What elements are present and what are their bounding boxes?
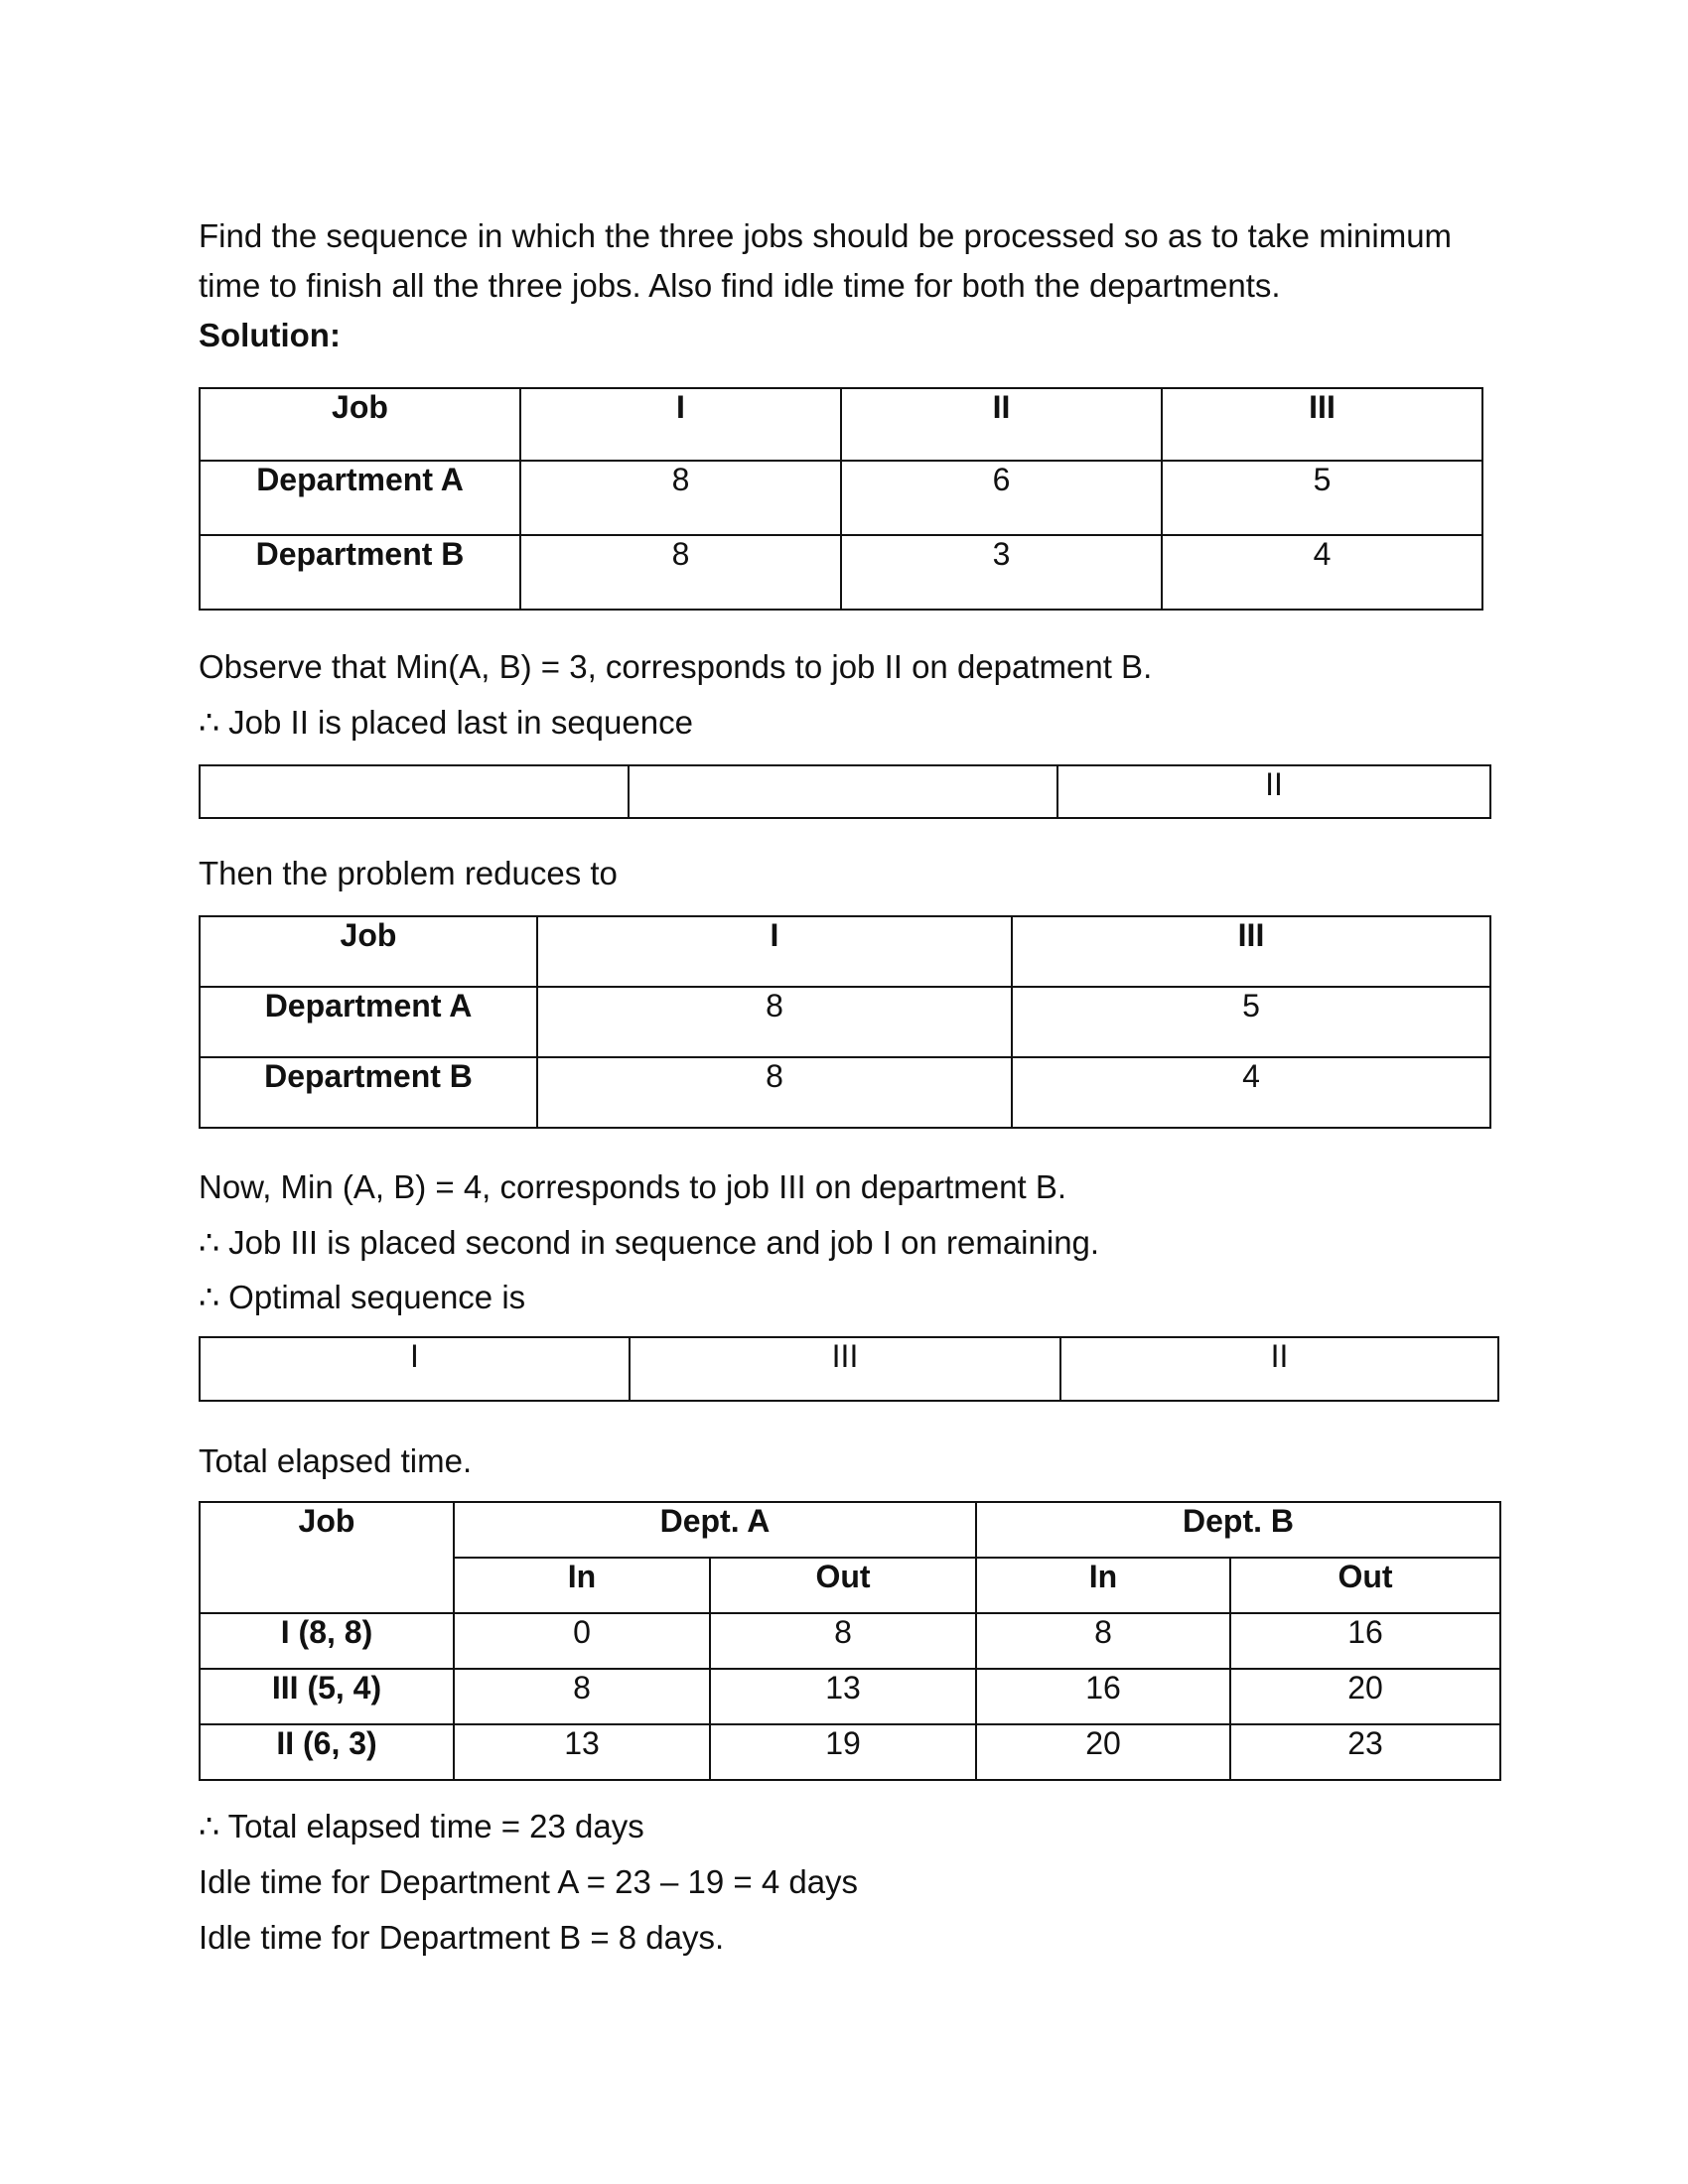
sequence-slot: I [200,1337,630,1401]
out-header: Out [710,1558,976,1613]
table-cell: 13 [454,1724,710,1780]
table-cell: 16 [976,1669,1230,1724]
reduced-time-table [199,915,1491,1129]
sequence-slot [629,765,1057,818]
table-header-cell: Job [200,388,520,461]
elapsed-label: Total elapsed time. [199,1442,473,1479]
table-header-cell: I [520,388,841,461]
row-label: Department A [200,987,537,1057]
row-label: II (6, 3) [200,1724,454,1780]
out-header: Out [1230,1558,1500,1613]
job-header: Job [200,1502,454,1613]
table-cell: 4 [1012,1057,1490,1128]
table-cell: 0 [454,1613,710,1669]
sequence-slot: III [630,1337,1060,1401]
placed-second-text: ∴ Job III is placed second in sequence and job I on remaining. [199,1224,1100,1261]
row-label: Department A [200,461,520,535]
table-cell: 8 [976,1613,1230,1669]
table-cell: 6 [841,461,1162,535]
table-cell: 8 [520,535,841,610]
table-row [200,1669,1500,1724]
sequence-slot [200,765,629,818]
table-row [200,1057,1490,1128]
intro-line-2: time to finish all the three jobs. Also find idle time for both the departments. [199,267,1281,304]
processing-time-table [199,387,1483,611]
table-cell: 8 [710,1613,976,1669]
table-header-cell: III [1162,388,1482,461]
observe-text: Observe that Min(A, B) = 3, corresponds to job II on depatment B. [199,648,1153,685]
solution-label: Solution: [199,317,341,353]
partial-sequence-table [199,764,1491,819]
table-header-row [200,916,1490,987]
optimal-sequence-table [199,1336,1499,1402]
idle-time-a: Idle time for Department A = 23 – 19 = 4 days [199,1863,859,1900]
row-label: I (8, 8) [200,1613,454,1669]
table-row [200,461,1482,535]
sequence-row [200,1337,1498,1401]
table-cell: 13 [710,1669,976,1724]
dept-a-header: Dept. A [454,1502,976,1558]
table-row [200,987,1490,1057]
optimal-sequence-label: ∴ Optimal sequence is [199,1279,526,1315]
table-header-cell: Job [200,916,537,987]
table-cell: 20 [1230,1669,1500,1724]
table-cell: 8 [454,1669,710,1724]
total-elapsed-result: ∴ Total elapsed time = 23 days [199,1808,644,1844]
elapsed-time-table [199,1501,1501,1781]
in-header: In [976,1558,1230,1613]
table-header-row [200,1502,1500,1558]
reduces-text: Then the problem reduces to [199,855,618,891]
row-label: Department B [200,1057,537,1128]
sequence-row [200,765,1490,818]
table-cell: 16 [1230,1613,1500,1669]
now-min-text: Now, Min (A, B) = 4, corresponds to job III on department B. [199,1168,1067,1205]
table-header-cell: II [841,388,1162,461]
table-cell: 8 [537,1057,1012,1128]
table-header-cell: I [537,916,1012,987]
table-cell: 4 [1162,535,1482,610]
sequence-slot: II [1057,765,1490,818]
table-cell: 20 [976,1724,1230,1780]
sequence-slot: II [1060,1337,1498,1401]
table-cell: 5 [1012,987,1490,1057]
table-cell: 23 [1230,1724,1500,1780]
table-cell: 8 [520,461,841,535]
in-header: In [454,1558,710,1613]
row-label: III (5, 4) [200,1669,454,1724]
table-header-row [200,388,1482,461]
table-cell: 3 [841,535,1162,610]
table-row [200,535,1482,610]
idle-time-b: Idle time for Department B = 8 days. [199,1919,725,1956]
table-row [200,1613,1500,1669]
table-cell: 5 [1162,461,1482,535]
table-cell: 8 [537,987,1012,1057]
placed-last-text: ∴ Job II is placed last in sequence [199,704,693,741]
table-header-cell: III [1012,916,1490,987]
dept-b-header: Dept. B [976,1502,1500,1558]
table-row [200,1724,1500,1780]
table-cell: 19 [710,1724,976,1780]
intro-line-1: Find the sequence in which the three jobs should be processed so as to take minimum [199,217,1453,254]
row-label: Department B [200,535,520,610]
